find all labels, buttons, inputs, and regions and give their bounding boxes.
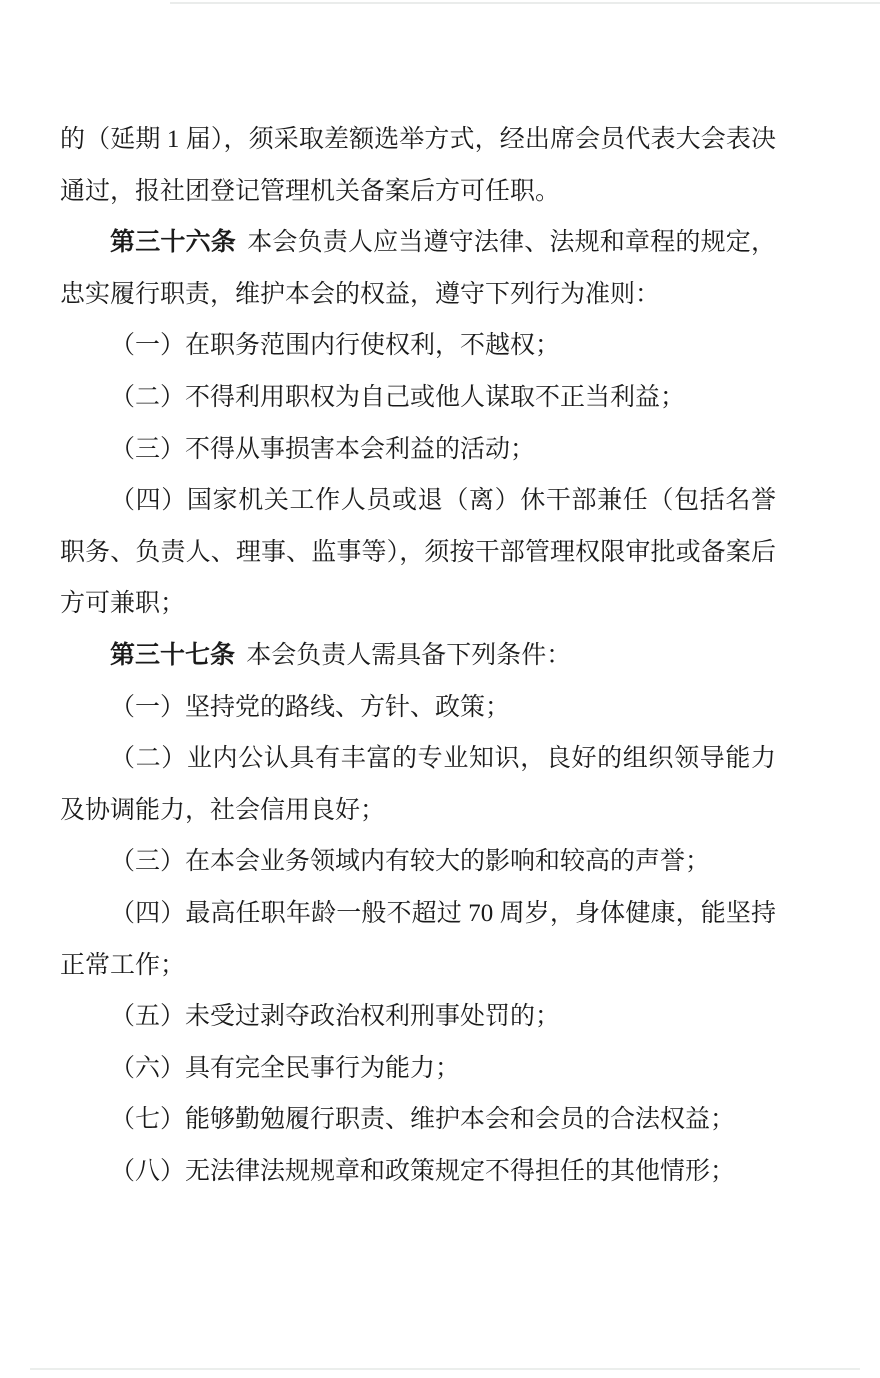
- article-number: 第三十六条: [110, 229, 236, 257]
- paragraph-text: （三）在本会业务领域内有较大的影响和较高的声誉；: [110, 848, 711, 876]
- paragraph-text: 本会负责人需具备下列条件：: [246, 641, 572, 669]
- paragraph: [60, 114, 776, 217]
- paragraph: [60, 475, 776, 630]
- paragraph-text: （一）坚持党的路线、方针、政策；: [110, 693, 511, 721]
- paragraph: [60, 424, 776, 476]
- paragraph-text: 本会负责人应当遵守法律、法规和章程的规定，忠实履行职责，维护本会的权益，遵守下列行为准则：: [60, 229, 776, 308]
- paragraph-text: （四）最高任职年龄一般不超过 70 周岁，身体健康，能坚持正常工作；: [60, 899, 776, 979]
- paragraph: [60, 372, 776, 424]
- paragraph-text: （二）不得利用职权为自己或他人谋取不正当利益；: [110, 383, 686, 411]
- paragraph-text: （七）能够勤勉履行职责、维护本会和会员的合法权益；: [110, 1106, 736, 1134]
- scan-edge-artifact-top: [170, 2, 880, 4]
- paragraph-text: （四）国家机关工作人员或退（离）休干部兼任（包括名誉职务、负责人、理事、监事等），须按干部管理权限审批或备案后方可兼职；: [60, 487, 776, 618]
- paragraph-text: （八）无法律法规规章和政策规定不得担任的其他情形；: [110, 1157, 736, 1185]
- paragraph: [60, 733, 776, 836]
- paragraph-text: （六）具有完全民事行为能力；: [110, 1054, 461, 1082]
- paragraph: [60, 888, 776, 991]
- paragraph: [60, 630, 776, 682]
- paragraph: [60, 991, 776, 1043]
- paragraph-text: （二）业内公认具有丰富的专业知识，良好的组织领导能力及协调能力，社会信用良好；: [60, 745, 776, 824]
- paragraph: [60, 1094, 776, 1146]
- paragraph: [60, 1146, 776, 1198]
- paragraph: [60, 1043, 776, 1095]
- scan-edge-artifact-bottom: [30, 1368, 860, 1370]
- paragraph: [60, 682, 776, 734]
- paragraph-text: （五）未受过剥夺政治权利刑事处罚的；: [110, 1003, 561, 1031]
- paragraph-text: （一）在职务范围内行使权利，不越权；: [110, 332, 561, 360]
- paragraph: [60, 320, 776, 372]
- paragraph-text: （三）不得从事损害本会利益的活动；: [110, 435, 536, 463]
- paragraph: [60, 836, 776, 888]
- document-body-text: [60, 114, 776, 1197]
- article-number: 第三十七条: [110, 641, 236, 669]
- paragraph-text: 的（延期 1 届），须采取差额选举方式，经出席会员代表大会表决通过，报社团登记管理机关备案后方可任职。: [60, 126, 776, 205]
- paragraph: [60, 217, 776, 320]
